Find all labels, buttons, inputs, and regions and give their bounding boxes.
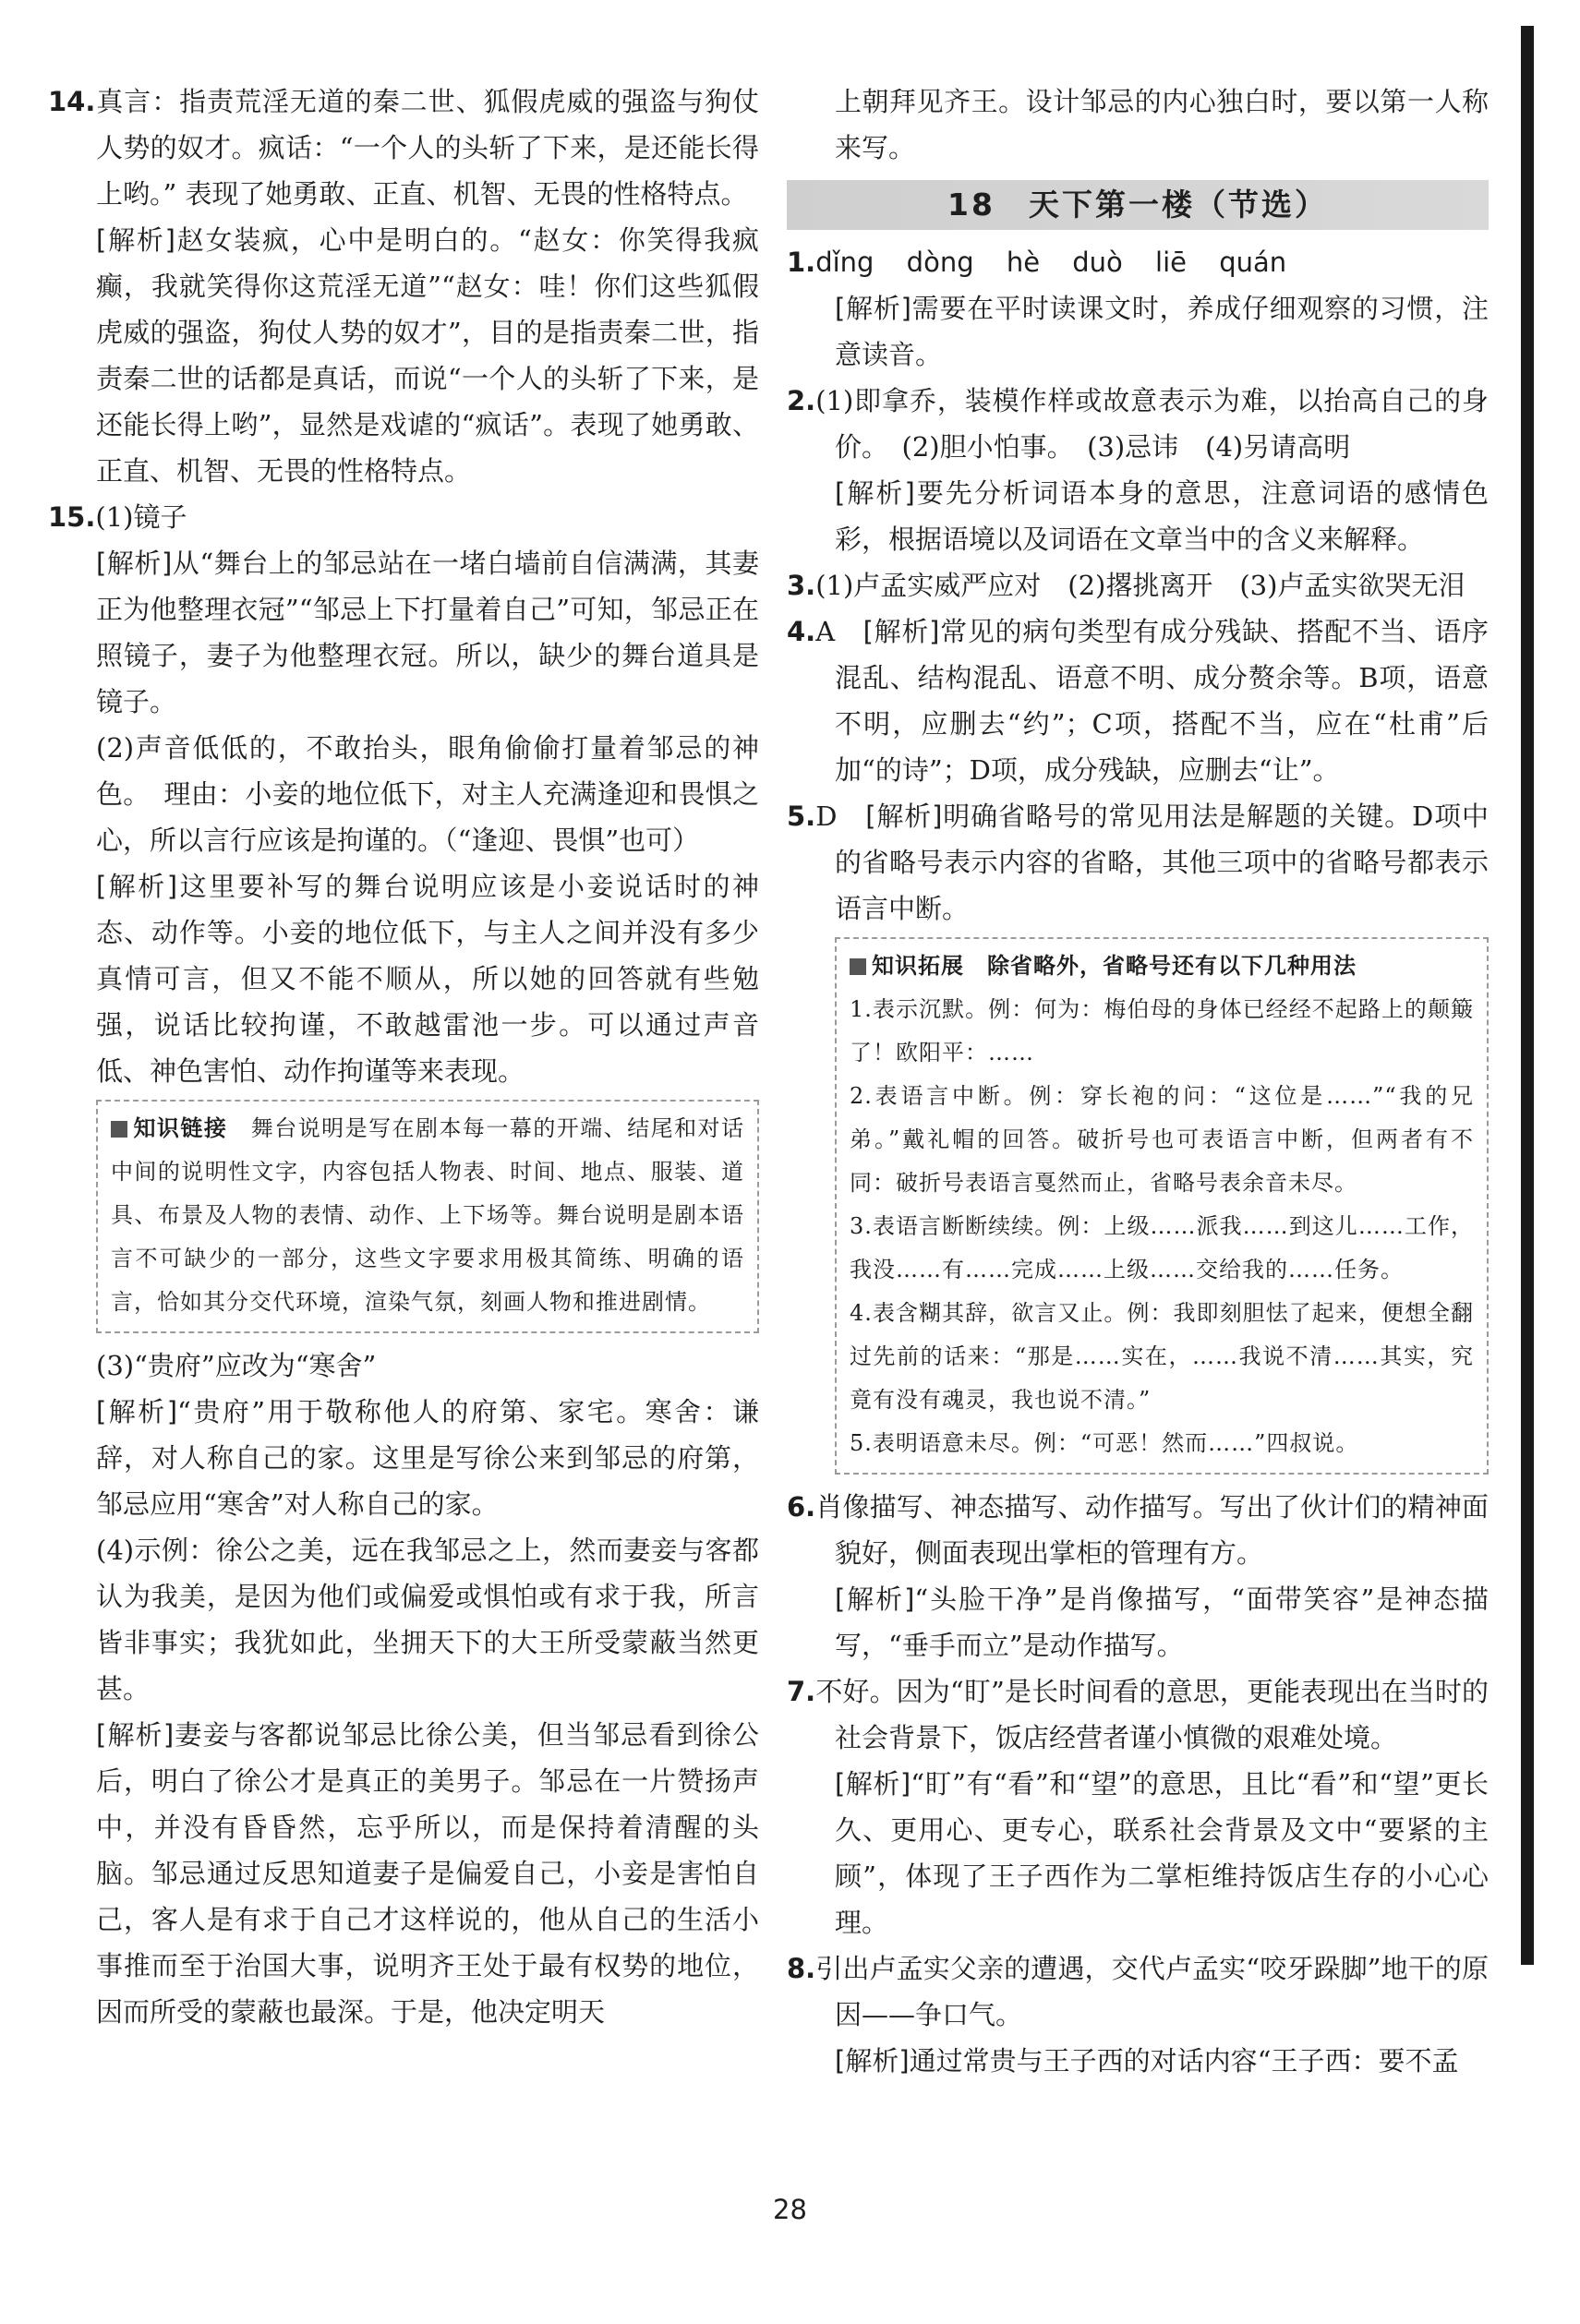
question-number: 6. xyxy=(787,1491,816,1523)
question-number: 2. xyxy=(787,385,816,416)
left-column xyxy=(48,78,759,2035)
question-4 xyxy=(787,608,1489,793)
question-number: 4. xyxy=(787,616,816,647)
question-3 xyxy=(787,562,1489,608)
box-title: 知识链接 xyxy=(133,1115,228,1141)
analysis-15-4 xyxy=(48,1712,759,2035)
analysis-6 xyxy=(787,1576,1489,1668)
analysis-tag: [解析] xyxy=(96,1719,175,1751)
box-header xyxy=(850,945,1474,988)
question-number: 14. xyxy=(48,86,96,117)
box-item: 5.表明语意未尽。例：“可恶！然而……”四叔说。 xyxy=(850,1430,1359,1456)
question-number: 3. xyxy=(787,570,816,601)
square-bullet-icon xyxy=(850,958,866,975)
question-7 xyxy=(787,1668,1489,1761)
section-title: 18 天下第一楼（节选） xyxy=(787,180,1489,230)
answer-text: (1)卢孟实威严应对 (2)撂挑离开 (3)卢孟实欲哭无泪 xyxy=(815,570,1465,601)
question-number: 8. xyxy=(787,1953,816,1984)
analysis-tag: [解析] xyxy=(96,1396,178,1427)
analysis-tag: [解析] xyxy=(96,548,173,579)
question-2 xyxy=(787,378,1489,470)
analysis-tag: [解析] xyxy=(835,293,911,324)
question-number: 7. xyxy=(787,1676,816,1707)
question-14 xyxy=(48,78,759,217)
right-column xyxy=(787,78,1489,2084)
pinyin-answer: dǐng dòng hè duò liē quán xyxy=(815,247,1287,278)
box-text: 舞台说明是写在剧本每一幕的开端、结尾和对话中间的说明性文字，内容包括人物表、时间、地点、服装、道具、布景及人物的表情、动作、上下场等。舞台说明是剧本语言不可缺少的一部分，这些文字要求用极其简练、明确的语言，恰如其分交代环境，渲染气氛，刻画人物和推进剧情。 xyxy=(111,1115,745,1315)
answer-text: 不好。因为“盯”是长时间看的意思，更能表现出在当时的社会背景下，饭店经营者谨小慎微的艰难处境。 xyxy=(815,1676,1489,1753)
knowledge-expansion-box xyxy=(835,937,1489,1475)
analysis-text: 通过常贵与王子西的对话内容“王子西：要不孟 xyxy=(909,2045,1459,2077)
analysis-text: 常见的病句类型有成分残缺、搭配不当、语序混乱、结构混乱、语意不明、成分赘余等。B项，语意不明，应删去“约”；C项，搭配不当，应在“杜甫”后加“的诗”；D项，成分残缺，应删去“让”。 xyxy=(835,616,1489,786)
answer-text: A xyxy=(815,616,836,647)
box-title: 知识拓展 xyxy=(872,953,964,979)
analysis-tag: [解析] xyxy=(96,224,175,256)
answer-text: 肖像描写、神态描写、动作描写。写出了伙计们的精神面貌好，侧面表现出掌柜的管理有方。 xyxy=(815,1491,1489,1569)
analysis-15-3 xyxy=(48,1389,759,1527)
analysis-15-2 xyxy=(48,863,759,1094)
analysis-1 xyxy=(787,285,1489,378)
answer-text: 引出卢孟实父亲的遭遇，交代卢孟实“咬牙跺脚”地干的原因——争口气。 xyxy=(815,1953,1489,2030)
analysis-text: 明确省略号的常见用法是解题的关键。D项中的省略号表示内容的省略，其他三项中的省略号都表示语言中断。 xyxy=(835,801,1489,924)
analysis-text: “贵府”用于敬称他人的府第、家宅。寒舍：谦辞，对人称自己的家。这里是写徐公来到邹忌的府第，邹忌应用“寒舍”对人称自己的家。 xyxy=(96,1396,759,1520)
question-6 xyxy=(787,1484,1489,1576)
analysis-text: 从“舞台上的邹忌站在一堵白墙前自信满满，其妻正为他整理衣冠”“邹忌上下打量着自己”可知，邹忌正在照镜子，妻子为他整理衣冠。所以，缺少的舞台道具是镜子。 xyxy=(96,548,759,717)
analysis-text: 要先分析词语本身的意思，注意词语的感情色彩，根据语境以及词语在文章当中的含义来解释。 xyxy=(835,477,1489,555)
page-edge-bar xyxy=(1521,26,1534,1965)
knowledge-link-box xyxy=(96,1100,759,1333)
analysis-tag: [解析] xyxy=(835,477,915,509)
question-5 xyxy=(787,793,1489,932)
question-number: 5. xyxy=(787,801,816,832)
analysis-tag: [解析] xyxy=(862,616,940,647)
analysis-7 xyxy=(787,1761,1489,1945)
box-item: 2.表语言中断。例：穿长袍的问：“这位是……”“我的兄弟。”戴礼帽的回答。破折号也可表语言中断，但两者有不同：破折号表语言戛然而止，省略号表余音未尽。 xyxy=(850,1083,1474,1196)
page-number: 28 xyxy=(773,2194,807,2225)
analysis-15-1 xyxy=(48,540,759,725)
analysis-14 xyxy=(48,217,759,494)
analysis-text: 赵女装疯，心中是明白的。“赵女：你笑得我疯癫，我就笑得你这荒淫无道”“赵女：哇！你们这些狐假虎威的强盗，狗仗人势的奴才”，目的是指责秦二世，指责秦二世的话都是真话，而说“一个人的头斩了下来，是还能长得上哟”，显然是戏谑的“疯话”。表现了她勇敢、正直、机智、无畏的性格特点。 xyxy=(96,224,759,487)
answer-15-2: (2)声音低低的，不敢抬头，眼角偷偷打量着邹忌的神色。 理由：小妾的地位低下，对主人充满逢迎和畏惧之心，所以言行应该是拘谨的。（“逢迎、畏惧”也可） xyxy=(96,732,759,856)
answer-text: (1)即拿乔，装模作样或故意表示为难，以抬高自己的身价。 (2)胆小怕事。 (3)忌讳 (4)另请高明 xyxy=(815,385,1489,463)
answer-text: 真言：指责荒淫无道的秦二世、狐假虎威的强盗与狗仗人势的奴才。疯话：“一个人的头斩了下来，是还能长得上哟。” 表现了她勇敢、正直、机智、无畏的性格特点。 xyxy=(95,86,759,210)
answer-15-4: (4)示例：徐公之美，远在我邹忌之上，然而妻妾与客都认为我美，是因为他们或偏爱或惧怕或有求于我，所言皆非事实；我犹如此，坐拥天下的大王所受蒙蔽当然更甚。 xyxy=(96,1535,759,1704)
answer-text: D xyxy=(815,801,838,832)
square-bullet-icon xyxy=(111,1121,127,1138)
analysis-text: “盯”有“看”和“望”的意思，且比“看”和“望”更长久、更用心、更专心，联系社会背景及文中“要紧的主顾”，体现了王子西作为二掌柜维持饭店生存的小心心理。 xyxy=(835,1768,1489,1938)
analysis-text: 妻妾与客都说邹忌比徐公美，但当邹忌看到徐公后，明白了徐公才是真正的美男子。邹忌在一片赞扬声中，并没有昏昏然，忘乎所以，而是保持着清醒的头脑。邹忌通过反思知道妻子是偏爱自己，小妾是害怕自己，客人是有求于自己才这样说的，他从自己的生活小事推而至于治国大事，说明齐王处于最有权势的地位，因而所受的蒙蔽也最深。于是，他决定明天 xyxy=(96,1719,759,2028)
analysis-text: 这里要补写的舞台说明应该是小妾说话时的神态、动作等。小妾的地位低下，与主人之间并没有多少真情可言，但又不能不顺从，所以她的回答就有些勉强，说话比较拘谨，不敢越雷池一步。可以通过声音低、神色害怕、动作拘谨等来表现。 xyxy=(96,871,759,1087)
box-item: 1.表示沉默。例：何为：梅伯母的身体已经经不起路上的颠簸了！欧阳平：…… xyxy=(850,996,1474,1066)
analysis-text: 需要在平时读课文时，养成仔细观察的习惯，注意读音。 xyxy=(835,293,1489,370)
question-number: 15. xyxy=(48,501,96,533)
question-15 xyxy=(48,494,759,540)
question-1 xyxy=(787,239,1489,285)
analysis-2 xyxy=(787,470,1489,562)
analysis-tag: [解析] xyxy=(835,2045,910,2077)
box-item: 4.表含糊其辞，欲言又止。例：我即刻胆怯了起来，便想全翻过先前的话来：“那是……实在，……我说不清……其实，究竟有没有魂灵，我也说不清。” xyxy=(850,1300,1474,1413)
answer-15-3: (3)“贵府”应改为“寒舍” xyxy=(96,1350,377,1381)
answer-text: (1)镜子 xyxy=(95,501,187,533)
box-subtitle: 除省略外，省略号还有以下几种用法 xyxy=(987,953,1357,979)
question-number: 1. xyxy=(787,247,816,278)
analysis-tag: [解析] xyxy=(835,1583,915,1615)
analysis-tag: [解析] xyxy=(96,871,178,902)
analysis-text: “头脸干净”是肖像描写，“面带笑容”是神态描写，“垂手而立”是动作描写。 xyxy=(835,1583,1489,1661)
continued-text: 上朝拜见齐王。设计邹忌的内心独白时，要以第一人称来写。 xyxy=(835,86,1489,163)
analysis-tag: [解析] xyxy=(835,1768,911,1800)
question-8 xyxy=(787,1945,1489,2038)
analysis-tag: [解析] xyxy=(865,801,943,832)
analysis-8 xyxy=(787,2038,1489,2084)
box-item: 3.表语言断断续续。例：上级……派我……到这儿……工作，我没……有……完成……上级……交给我的……任务。 xyxy=(850,1213,1474,1282)
